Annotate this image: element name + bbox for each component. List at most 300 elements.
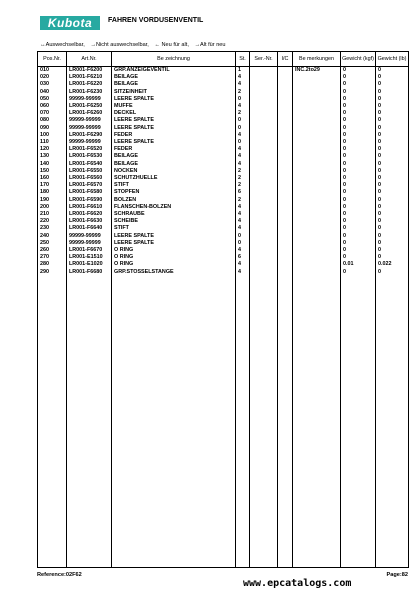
table-row <box>38 254 409 261</box>
cell-ic <box>278 132 293 139</box>
cell-kgf: 0 <box>341 125 376 132</box>
cell-lb: 0 <box>376 182 409 189</box>
cell-lb: 0 <box>376 132 409 139</box>
cell-bez: FLANSCHEN-BOLZEN <box>112 204 236 211</box>
cell-st: 4 <box>236 146 250 153</box>
filler-cell <box>341 276 376 568</box>
legend-not-interchangeable: →Nicht auswechselbar, <box>90 42 149 48</box>
cell-st: 0 <box>236 117 250 124</box>
table-header-row <box>38 52 409 67</box>
cell-bez: BEILAGE <box>112 153 236 160</box>
cell-ic <box>278 74 293 81</box>
cell-lb: 0 <box>376 81 409 88</box>
cell-bez: GRP.ANZEIGEVENTIL <box>112 67 236 75</box>
cell-lb: 0 <box>376 211 409 218</box>
cell-pos: 080 <box>38 117 67 124</box>
cell-st: 4 <box>236 153 250 160</box>
cell-ic <box>278 240 293 247</box>
cell-lb: 0 <box>376 218 409 225</box>
cell-pos: 290 <box>38 269 67 276</box>
table-row <box>38 225 409 232</box>
cell-st: 0 <box>236 233 250 240</box>
cell-art: LR001-E1510 <box>67 254 112 261</box>
table-row <box>38 139 409 146</box>
legend-interchangeable: ↔Auswechselbar, <box>40 42 85 48</box>
table-row <box>38 103 409 110</box>
cell-lb: 0 <box>376 161 409 168</box>
cell-ic <box>278 269 293 276</box>
cell-pos: 110 <box>38 139 67 146</box>
cell-bem <box>293 103 341 110</box>
cell-pos: 170 <box>38 182 67 189</box>
cell-art: LR001-F6520 <box>67 146 112 153</box>
cell-pos: 200 <box>38 204 67 211</box>
cell-kgf: 0 <box>341 269 376 276</box>
cell-ser <box>250 132 278 139</box>
col-pos: Pos.Nr. <box>38 52 67 67</box>
cell-kgf: 0 <box>341 197 376 204</box>
cell-ic <box>278 175 293 182</box>
cell-ser <box>250 153 278 160</box>
cell-st: 4 <box>236 247 250 254</box>
cell-bem <box>293 74 341 81</box>
cell-pos: 060 <box>38 103 67 110</box>
cell-art: LR001-F6260 <box>67 110 112 117</box>
cell-pos: 140 <box>38 161 67 168</box>
cell-ser <box>250 81 278 88</box>
cell-art: LR001-F6580 <box>67 189 112 196</box>
cell-kgf: 0 <box>341 146 376 153</box>
cell-lb: 0 <box>376 74 409 81</box>
cell-ic <box>278 197 293 204</box>
cell-ic <box>278 247 293 254</box>
cell-st: 0 <box>236 240 250 247</box>
cell-st: 2 <box>236 110 250 117</box>
cell-ic <box>278 218 293 225</box>
cell-bem <box>293 197 341 204</box>
cell-bem <box>293 125 341 132</box>
cell-kgf: 0 <box>341 67 376 75</box>
cell-bem <box>293 269 341 276</box>
cell-kgf: 0 <box>341 139 376 146</box>
filler-cell <box>236 276 250 568</box>
cell-kgf: 0 <box>341 211 376 218</box>
cell-ser <box>250 197 278 204</box>
cell-bez: LEERE SPALTE <box>112 233 236 240</box>
cell-bem <box>293 81 341 88</box>
cell-ser <box>250 261 278 268</box>
cell-kgf: 0 <box>341 189 376 196</box>
cell-bem <box>293 240 341 247</box>
table-row <box>38 96 409 103</box>
cell-bez: SCHRAUBE <box>112 211 236 218</box>
filler-cell <box>67 276 112 568</box>
cell-art: LR001-F6680 <box>67 269 112 276</box>
cell-ic <box>278 204 293 211</box>
cell-pos: 230 <box>38 225 67 232</box>
cell-bem <box>293 161 341 168</box>
cell-lb: 0 <box>376 96 409 103</box>
cell-pos: 180 <box>38 189 67 196</box>
table-row <box>38 89 409 96</box>
cell-kgf: 0 <box>341 247 376 254</box>
cell-pos: 120 <box>38 146 67 153</box>
cell-bez: STIFT <box>112 182 236 189</box>
cell-ser <box>250 240 278 247</box>
filler-cell <box>112 276 236 568</box>
cell-art: 99999-99999 <box>67 233 112 240</box>
cell-art: LR001-F6550 <box>67 168 112 175</box>
cell-pos: 240 <box>38 233 67 240</box>
cell-st: 4 <box>236 204 250 211</box>
cell-pos: 270 <box>38 254 67 261</box>
cell-bez: O RING <box>112 261 236 268</box>
cell-kgf: 0 <box>341 117 376 124</box>
cell-st: 6 <box>236 189 250 196</box>
cell-kgf: 0 <box>341 110 376 117</box>
cell-art: LR001-E1020 <box>67 261 112 268</box>
watermark: www.epcatalogs.com <box>243 578 352 589</box>
cell-pos: 090 <box>38 125 67 132</box>
cell-st: 2 <box>236 197 250 204</box>
table-filler-row <box>38 276 409 568</box>
cell-lb: 0 <box>376 204 409 211</box>
cell-ic <box>278 146 293 153</box>
cell-pos: 020 <box>38 74 67 81</box>
cell-bem <box>293 218 341 225</box>
table-row <box>38 247 409 254</box>
cell-lb: 0 <box>376 125 409 132</box>
cell-bem <box>293 211 341 218</box>
cell-ic <box>278 89 293 96</box>
cell-lb: 0 <box>376 197 409 204</box>
cell-art: LR001-F6210 <box>67 74 112 81</box>
cell-st: 4 <box>236 161 250 168</box>
cell-ser <box>250 125 278 132</box>
col-gewicht-lb: Gewicht (lb) <box>376 52 409 67</box>
cell-kgf: 0 <box>341 96 376 103</box>
cell-art: 99999-99999 <box>67 96 112 103</box>
cell-lb: 0 <box>376 175 409 182</box>
cell-st: 4 <box>236 81 250 88</box>
legend <box>40 42 230 48</box>
cell-lb: 0 <box>376 269 409 276</box>
legend-new-for-old: ← Neu für alt, <box>154 42 189 48</box>
table-row <box>38 161 409 168</box>
kubota-logo: Kubota <box>40 16 100 30</box>
cell-bem <box>293 182 341 189</box>
cell-kgf: 0 <box>341 161 376 168</box>
cell-ic <box>278 182 293 189</box>
table-row <box>38 197 409 204</box>
cell-bem: INC.2to29 <box>293 67 341 75</box>
cell-bez: BOLZEN <box>112 197 236 204</box>
page-number: Page:82 <box>386 572 408 578</box>
cell-bez: LEERE SPALTE <box>112 139 236 146</box>
cell-bem <box>293 96 341 103</box>
cell-st: 4 <box>236 211 250 218</box>
table-row <box>38 204 409 211</box>
cell-bez: O RING <box>112 254 236 261</box>
table-row <box>38 110 409 117</box>
cell-art: LR001-F6220 <box>67 81 112 88</box>
cell-bez: STOPFEN <box>112 189 236 196</box>
cell-ser <box>250 269 278 276</box>
cell-st: 6 <box>236 254 250 261</box>
cell-ic <box>278 254 293 261</box>
cell-kgf: 0 <box>341 89 376 96</box>
cell-bem <box>293 204 341 211</box>
cell-lb: 0 <box>376 233 409 240</box>
cell-lb: 0 <box>376 146 409 153</box>
cell-pos: 070 <box>38 110 67 117</box>
cell-bez: SITZEINHEIT <box>112 89 236 96</box>
cell-kgf: 0 <box>341 103 376 110</box>
cell-art: LR001-F6590 <box>67 197 112 204</box>
table-row <box>38 146 409 153</box>
cell-pos: 030 <box>38 81 67 88</box>
cell-ic <box>278 161 293 168</box>
cell-st: 4 <box>236 269 250 276</box>
cell-art: 99999-99999 <box>67 125 112 132</box>
cell-ic <box>278 96 293 103</box>
cell-pos: 190 <box>38 197 67 204</box>
cell-kgf: 0 <box>341 132 376 139</box>
table-row <box>38 240 409 247</box>
cell-kgf: 0 <box>341 240 376 247</box>
cell-lb: 0 <box>376 168 409 175</box>
table-row <box>38 117 409 124</box>
table-row <box>38 175 409 182</box>
table-row <box>38 153 409 160</box>
cell-bem <box>293 247 341 254</box>
cell-bem <box>293 254 341 261</box>
cell-bez: DECKEL <box>112 110 236 117</box>
cell-lb: 0 <box>376 153 409 160</box>
cell-art: LR001-F6640 <box>67 225 112 232</box>
cell-ic <box>278 103 293 110</box>
cell-art: LR001-F6200 <box>67 67 112 75</box>
cell-art: LR001-F6570 <box>67 182 112 189</box>
col-ic: I/C <box>278 52 293 67</box>
cell-lb: 0 <box>376 139 409 146</box>
cell-pos: 260 <box>38 247 67 254</box>
cell-st: 4 <box>236 261 250 268</box>
cell-pos: 220 <box>38 218 67 225</box>
cell-lb: 0 <box>376 110 409 117</box>
cell-art: LR001-F6250 <box>67 103 112 110</box>
cell-ser <box>250 175 278 182</box>
cell-pos: 010 <box>38 67 67 75</box>
cell-st: 1 <box>236 67 250 75</box>
cell-lb: 0 <box>376 189 409 196</box>
cell-kgf: 0 <box>341 204 376 211</box>
table-row <box>38 269 409 276</box>
cell-ic <box>278 225 293 232</box>
cell-bem <box>293 139 341 146</box>
cell-pos: 160 <box>38 175 67 182</box>
cell-bez: SCHEIBE <box>112 218 236 225</box>
cell-st: 2 <box>236 182 250 189</box>
cell-ser <box>250 67 278 75</box>
table-row <box>38 74 409 81</box>
cell-ic <box>278 153 293 160</box>
cell-art: LR001-F6610 <box>67 204 112 211</box>
cell-st: 4 <box>236 225 250 232</box>
cell-st: 2 <box>236 89 250 96</box>
cell-ser <box>250 225 278 232</box>
cell-st: 2 <box>236 168 250 175</box>
table-row <box>38 81 409 88</box>
cell-kgf: 0.01 <box>341 261 376 268</box>
cell-kgf: 0 <box>341 74 376 81</box>
cell-ser <box>250 182 278 189</box>
table-row <box>38 168 409 175</box>
cell-art: LR001-F6620 <box>67 211 112 218</box>
cell-lb: 0 <box>376 89 409 96</box>
cell-kgf: 0 <box>341 225 376 232</box>
filler-cell <box>293 276 341 568</box>
cell-lb: 0 <box>376 103 409 110</box>
col-bezeichnung: Be zeichnung <box>112 52 236 67</box>
cell-bez: LEERE SPALTE <box>112 96 236 103</box>
table-row <box>38 132 409 139</box>
cell-pos: 050 <box>38 96 67 103</box>
cell-bez: MUFFE <box>112 103 236 110</box>
cell-st: 2 <box>236 175 250 182</box>
cell-art: LR001-F6630 <box>67 218 112 225</box>
cell-ser <box>250 233 278 240</box>
cell-lb: 0.022 <box>376 261 409 268</box>
cell-lb: 0 <box>376 67 409 75</box>
cell-ser <box>250 161 278 168</box>
cell-ser <box>250 211 278 218</box>
cell-bez: BEILAGE <box>112 74 236 81</box>
cell-ic <box>278 139 293 146</box>
col-gewicht-kgf: Gewicht (kgf) <box>341 52 376 67</box>
cell-pos: 280 <box>38 261 67 268</box>
cell-ser <box>250 96 278 103</box>
cell-lb: 0 <box>376 117 409 124</box>
cell-bem <box>293 117 341 124</box>
filler-cell <box>38 276 67 568</box>
cell-st: 0 <box>236 139 250 146</box>
cell-pos: 210 <box>38 211 67 218</box>
cell-bez: BEILAGE <box>112 81 236 88</box>
cell-bez: BEILAGE <box>112 161 236 168</box>
cell-ic <box>278 189 293 196</box>
filler-cell <box>250 276 278 568</box>
cell-art: LR001-F6560 <box>67 175 112 182</box>
cell-bez: LEERE SPALTE <box>112 240 236 247</box>
cell-bez: FEDER <box>112 146 236 153</box>
cell-bem <box>293 189 341 196</box>
cell-art: LR001-F6230 <box>67 89 112 96</box>
cell-ser <box>250 89 278 96</box>
table-row <box>38 233 409 240</box>
cell-st: 4 <box>236 218 250 225</box>
cell-art: LR001-F6290 <box>67 132 112 139</box>
cell-pos: 130 <box>38 153 67 160</box>
cell-st: 4 <box>236 132 250 139</box>
cell-kgf: 0 <box>341 81 376 88</box>
cell-ic <box>278 81 293 88</box>
cell-ic <box>278 110 293 117</box>
col-ser: Ser.-Nr. <box>250 52 278 67</box>
table-row <box>38 211 409 218</box>
col-art: Art.Nr. <box>67 52 112 67</box>
cell-ser <box>250 247 278 254</box>
cell-pos: 150 <box>38 168 67 175</box>
legend-old-for-new: →Alt für neu <box>194 42 226 48</box>
parts-table <box>37 51 409 568</box>
cell-bem <box>293 168 341 175</box>
col-st: St. <box>236 52 250 67</box>
cell-lb: 0 <box>376 240 409 247</box>
cell-pos: 100 <box>38 132 67 139</box>
cell-kgf: 0 <box>341 153 376 160</box>
cell-kgf: 0 <box>341 233 376 240</box>
cell-lb: 0 <box>376 225 409 232</box>
cell-ic <box>278 125 293 132</box>
table-row <box>38 261 409 268</box>
cell-ser <box>250 103 278 110</box>
table-row <box>38 67 409 75</box>
table-row <box>38 218 409 225</box>
cell-bem <box>293 175 341 182</box>
cell-bem <box>293 153 341 160</box>
cell-ser <box>250 74 278 81</box>
cell-bez: LEERE SPALTE <box>112 117 236 124</box>
cell-bem <box>293 89 341 96</box>
cell-ser <box>250 218 278 225</box>
cell-ic <box>278 67 293 75</box>
cell-kgf: 0 <box>341 218 376 225</box>
cell-art: LR001-F6540 <box>67 161 112 168</box>
cell-ic <box>278 233 293 240</box>
cell-art: 99999-99999 <box>67 240 112 247</box>
cell-ic <box>278 211 293 218</box>
cell-kgf: 0 <box>341 168 376 175</box>
filler-cell <box>278 276 293 568</box>
cell-st: 0 <box>236 125 250 132</box>
cell-pos: 040 <box>38 89 67 96</box>
cell-bez: O RING <box>112 247 236 254</box>
cell-ser <box>250 110 278 117</box>
col-bemerkungen: Be merkungen <box>293 52 341 67</box>
cell-bem <box>293 132 341 139</box>
cell-ic <box>278 261 293 268</box>
reference-label: Reference:02F62 <box>37 572 82 578</box>
cell-kgf: 0 <box>341 182 376 189</box>
cell-ser <box>250 168 278 175</box>
cell-pos: 250 <box>38 240 67 247</box>
cell-bem <box>293 233 341 240</box>
cell-ser <box>250 139 278 146</box>
cell-ser <box>250 117 278 124</box>
cell-lb: 0 <box>376 254 409 261</box>
cell-lb: 0 <box>376 247 409 254</box>
cell-bez: GRP.STOSSELSTANGE <box>112 269 236 276</box>
cell-st: 0 <box>236 96 250 103</box>
page-title: FAHREN VORDUSENVENTIL <box>108 17 204 24</box>
cell-bez: NOCKEN <box>112 168 236 175</box>
cell-bez: STIFT <box>112 225 236 232</box>
cell-art: 99999-99999 <box>67 139 112 146</box>
table-row <box>38 182 409 189</box>
cell-art: LR001-F6530 <box>67 153 112 160</box>
cell-bez: SCHUTZHUELLE <box>112 175 236 182</box>
